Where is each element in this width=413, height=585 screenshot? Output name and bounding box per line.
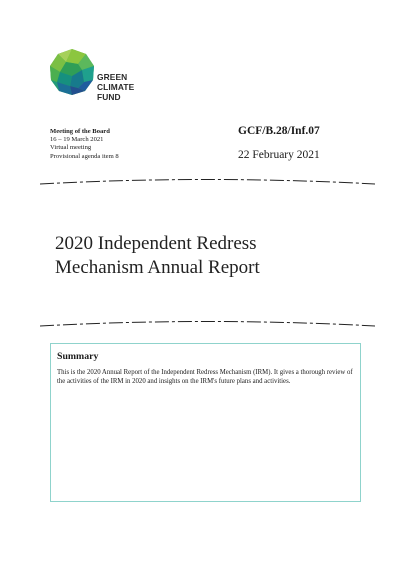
summary-heading: Summary [57, 351, 99, 362]
gcf-logo [48, 48, 168, 108]
logo-line-fund: FUND [97, 91, 121, 102]
report-title-line2: Mechanism Annual Report [55, 257, 260, 278]
logo-wordmark [97, 73, 134, 102]
divider-bottom [40, 320, 375, 328]
logo-line-climate: CLIMATE [97, 81, 135, 92]
meeting-info [50, 128, 119, 161]
meeting-agenda: Provisional agenda item 8 [50, 152, 119, 160]
meeting-location: Virtual meeting [50, 144, 92, 152]
divider-top [40, 178, 375, 186]
report-title [55, 232, 260, 280]
gcf-globe-icon [48, 48, 96, 96]
report-title-line1: 2020 Independent Redress [55, 233, 257, 254]
document-date: 22 February 2021 [238, 149, 320, 161]
document-reference: GCF/B.28/Inf.07 [238, 125, 320, 137]
meeting-dates: 16 – 19 March 2021 [50, 136, 104, 144]
summary-box [50, 343, 361, 502]
logo-line-green: GREEN [97, 72, 128, 82]
meeting-title: Meeting of the Board [50, 128, 110, 135]
summary-text: This is the 2020 Annual Report of the Independent Redress Mechanism (IRM). It gives a thorough review of the activities of the IRM in 2020 and insights on the IRM's future plans and activities. [57, 369, 353, 386]
